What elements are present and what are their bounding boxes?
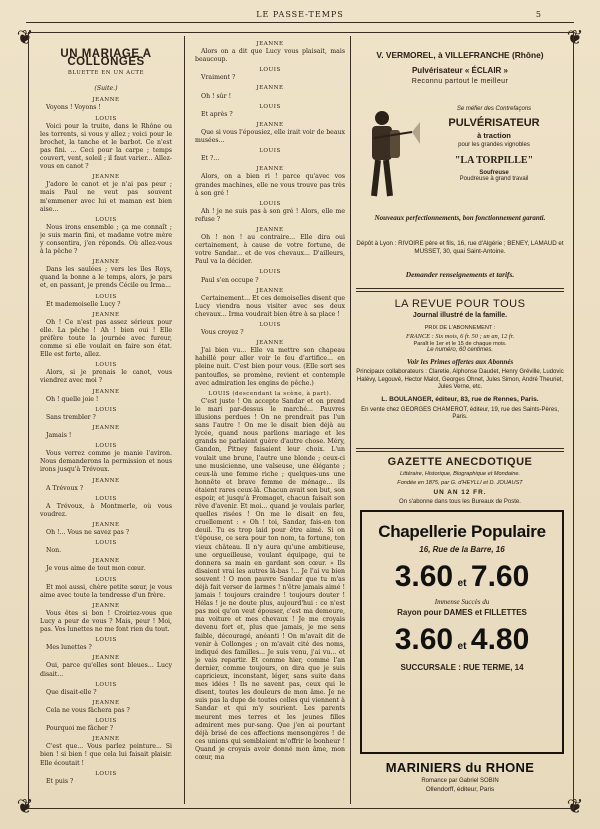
speaker-name: LOUIS [95,115,117,122]
revue-france: FRANCE : Six mois, 6 fr. 50 ; un an, 12 fr. [405,333,515,340]
mariniers-title: MARINIERS du RHONE [385,760,535,775]
revue-primes: Voir les Primes offertes aux Abonnés [406,358,514,366]
speaker-name: JEANNE [92,388,120,395]
dialogue-line: Alors, si je prenais le canot, vous viendrez avec moi ? [40,369,172,385]
dialogue-line: Et après ? [201,110,233,118]
header-rule [26,22,574,23]
speaker-name: LOUIS [259,322,281,328]
vermorel-depot: Dépôt à Lyon : RIVOIRE père et fils, 16, rue d'Algérie ; BENEY, LAMAUD et MUSSET, 30, quai Saint-Antoine. [356,240,564,255]
speaker-name: LOUIS [95,406,117,413]
mariniers-ad [356,760,564,793]
vermorel-warn: Se méfier des Contrefaçons [456,106,532,112]
speaker-name: JEANNE [256,226,284,233]
gazette-fondee: Fondée en 1875, par G. d'HEYLLI et D. JOUAUST [397,480,523,486]
text-column-2 [195,38,345,802]
price-1b: 7.60 [470,560,530,593]
vermorel-ad [356,50,564,85]
price-2a: 3.60 [394,623,454,656]
dialogue-line: J'adore le canot et je n'ai pas peur ; mais Paul ne veut pas souvent m'emmener avec lui et maman est bien aise... [40,181,172,213]
dialogue-line: Oh !... Vous ne savez pas ? [46,529,130,537]
dialogue-line: Que disait-elle ? [46,688,97,696]
speaker-name: LOUIS (descendant la scène, à part). [208,390,332,397]
revue-parait: Paraît le 1er et le 15 de chaque mois. [413,341,507,347]
vermorel-demander: Demander renseignements et tarifs. [405,270,515,279]
dialogue-line: Alors on a dit que Lucy vous plaisait, mais beaucoup. [195,48,345,64]
dialogue-line: Oui, parce qu'elles sont bleues... Lucy disait... [40,662,172,678]
speaker-name: LOUIS [95,362,117,369]
play-subtitle: BLUETTE EN UN ACTE [67,70,145,77]
price-2-et: et [457,641,467,652]
dialogue-line: Et puis ? [46,777,74,785]
dialogue-line: A Trévoux, à Montmerle, où vous voudrez. [40,502,172,518]
text-column-1 [40,38,172,802]
dialogue-line: Jamais ! [46,432,72,440]
vermorel-traction: à traction [477,131,511,140]
dialogue-line: Cela ne vous fâchera pas ? [46,706,130,714]
speaker-name: JEANNE [92,655,120,662]
dialogue-line: Et mademoiselle Lucy ? [46,300,121,308]
dialogue-line: Oh ! sûr ! [201,92,232,100]
speaker-name: JEANNE [256,166,284,173]
vermorel-torpille: "LA TORPILLE" [454,155,534,166]
speaker-name: JEANNE [256,85,284,92]
revue-boulanger: L. BOULANGER, éditeur, 83, rue de Rennes, Paris. [381,395,539,403]
corner-ornament-icon: ❦ [566,794,584,818]
dialogue-line: A Trévoux ? [46,484,84,492]
vermorel-line1: Pulvérisateur « ÉCLAIR » [411,66,509,75]
corner-ornament-icon: ❦ [16,25,34,49]
vermorel-poudreuse: Poudreuse à grand travail [459,176,529,182]
dialogue-line: Mes lunettes ? [46,644,92,652]
speaker-name: JEANNE [92,736,120,743]
dialogue-line: Sans trembler ? [46,413,96,421]
speaker-name: JEANNE [256,41,284,47]
dialogue-line: Paul s'en occupe ? [201,276,259,284]
ads-column [356,38,564,802]
gazette-title: GAZETTE ANECDOTIQUE [387,456,533,468]
speaker-name: LOUIS [95,576,117,583]
speaker-name: LOUIS [95,540,117,547]
dialogue-line: Non. [46,547,62,555]
speaker-name: LOUIS [95,681,117,688]
price-2b: 4.80 [470,623,530,656]
revue-vente: En vente chez GEORGES CHAMEROT, éditeur, 19, rue des Saints-Pères, Paris. [361,406,559,421]
dialogue-line: Que si vous l'épousiez, elle irait voir de beaux musées... [195,128,345,145]
speaker-name: LOUIS [95,637,117,644]
speaker-name: JEANNE [92,259,120,266]
dialogue-line: Vraiment ? [201,74,236,82]
gazette-abonne: On s'abonne dans tous les Bureaux de Poste. [399,499,521,505]
column-divider [350,36,351,804]
speaker-name: JEANNE [256,287,284,294]
speaker-name: JEANNE [92,558,120,565]
speaker-name: LOUIS [259,200,281,207]
speaker-name: JEANNE [92,174,120,181]
dialogue-line: Je vous aime de tout mon cœur. [46,565,146,573]
speaker-name: JEANNE [92,97,120,104]
speaker-name: JEANNE [92,699,120,706]
sprayer-man-icon [360,104,420,204]
dialogue-line: Et ?... [201,155,220,163]
chapellerie-content [362,522,562,672]
dialogue-line: Dans les saulées ; vers les îles Roys, quand la bonne a le temps, alors, je pars et, en passant, je prends Cécile ou Irma... [40,266,172,290]
ad-separator [356,288,564,292]
dialogue-line: Et moi aussi, chère petite sœur, je vous aime avec toute la tendresse d'un frère. [40,583,172,599]
mariniers-by: Romance par Gabriel SOBIN [421,778,499,784]
gazette-ad [356,456,564,505]
dialogue-line: Voici pour la truite, dans le Rhône ou les torrents, si vous y allez ; voici pour le brochet, la tanche et le barbot. Ce n'est pas fini. ... Ceci pour la carpe ; temps couvert, vent, soleil ; il faut varier... Allez-vous en canot ? [40,122,172,171]
speaker-name: JEANNE [92,521,120,528]
column-divider [184,36,185,804]
revue-collab: Principaux collaborateurs : Claretie, Alphonse Daudet, Henry Gréville, Ludovic Halévy, Legouvé, Hector Malot, Georges Ohnet, Jules Simon, André Theuriet, Jules Verne, etc. [356,369,564,391]
revue-sub: Journal illustré de la famille. [412,312,508,319]
speaker-name: LOUIS [259,103,281,110]
chapellerie-succ: SUCCURSALE : RUE TERME, 14 [400,663,524,672]
dialogue-line: Pourquoi me fâcher ? [46,725,114,733]
corner-ornament-icon: ❦ [16,794,34,818]
dialogue-line: Vous verrez comme je manie l'aviron. Nous demanderons la permission et nous irons jusqu'à Trévoux. [40,450,172,474]
chapellerie-title: Chapellerie Populaire [378,522,546,541]
vermorel-vignes: pour les grandes vignobles [458,142,530,148]
chapellerie-rayon: Rayon pour DAMES et FILLETTES [397,608,527,617]
mariniers-ed: Ollendorff, éditeur, Paris [425,786,495,793]
running-header [0,10,600,19]
dialogue-line: Vous êtes si bon ! Croiriez-vous que Lucy a peur de vous ? Mais, peur ! Moi, pas. Vos lunettes ne me font rien du tout. [40,609,172,634]
dialogue-line: Alors, on a bien ri ! parce qu'avec vos grandes machines, elle ne vous trouve pas très à son gré ! [195,173,345,197]
chapellerie-immense: Immense Succès du [434,598,490,606]
chapellerie-addr: 16, Rue de la Barre, 16 [419,545,505,554]
dialogue-list [40,96,172,785]
ad-separator [356,448,564,452]
dialogue-line: Ah ! je ne suis pas à son gré ! Alors, elle me refuse ? [195,207,345,223]
gazette-an: UN AN 12 FR. [433,489,487,496]
play-suite: (Suite.) [94,85,118,93]
revue-ad [356,298,564,422]
speaker-name: JEANNE [92,311,120,318]
revue-numero: Le numéro, 60 centimes. [426,347,494,353]
chapellerie-ad [360,510,564,754]
speaker-name: LOUIS [95,216,117,223]
speaker-name: LOUIS [259,269,281,276]
speaker-name: JEANNE [256,340,284,347]
speaker-name: JEANNE [256,121,284,128]
corner-ornament-icon: ❦ [566,25,584,49]
vermorel-nouveaux: Nouveaux perfectionnements, bon fonctionnement garanti. [374,214,546,222]
dialogue-line: Voyons ! Voyons ! [46,104,101,112]
price-1a: 3.60 [394,560,454,593]
dialogue-list [195,40,345,762]
header-title: LE PASSE-TEMPS [256,10,344,19]
speaker-name: JEANNE [92,424,120,431]
play-title: UN MARIAGE A COLLONGES [60,48,152,69]
revue-title: LA REVUE POUR TOUS [394,298,526,310]
dialogue-line: J'ai bien vu... Elle va mettre son chapeau habillé pour aller voir le feu d'artifice... en pleine nuit. C'est bien pour vous. (Elle sort ses pantoufles, se promène, revient et contemple avec admiration les engins de pêche.) [195,347,345,387]
speaker-name: LOUIS [95,293,117,300]
dialogue-line: Vous croyez ? [201,329,244,337]
speaker-name: LOUIS [95,443,117,450]
speaker-name: LOUIS [259,148,281,155]
vermorel-body [424,106,564,182]
dialogue-line: Certainement... Et ces demoiselles disent que Lucy viendra nous visiter avec ses deux chevaux... Irma voudrait bien être à sa place ! [195,294,345,318]
vermorel-big: PULVÉRISATEUR [448,117,540,129]
dialogue-line: C'est juste ! On accepte Sandar et on prend le mari par-dessus le marché... Pauvres illusions perdues ! On ne prendrait pas l'un sans l'autre ! On me le disait bien déjà au lycée, quand nous parlions mariage et les grands ne parlaient guère d'autre chose. Méry, Gandon, Pitney faisaient leur choix. L'un voulait une brune, l'autre une blonde ; ceux-ci une musicienne, une valseuse, une élégante ; ceux-là une femme riche ; quelques-uns une honnête et brave femme de ménage... ils étaient rares ceux-là. Chacun avait son but, son espoir, et jusqu'à Fromaget, chacun faisait son rêve d'avenir. Et moi... quand je voulais parler, quelles risées ! On me le disait en feu, cruellement : « Oh ! toi, Sandar, fais-en ton deuil. Tu es trop laid pour être aimé. Si on t'épouse, ce sera pour ton nom, ta fortune, ton vieux château. Il n'y aura qu'une ambitieuse, une orgueilleuse, voulant équipage, qui te donnera sa main en gardant son cœur. » Ils disaient vrai les autres là-bas !... Je l'ai vu bien souvent ! O mon pauvre Sandar que tu m'as déjà fait verser de larmes ! n'être jamais aimé ! jamais ! toujours craindre ! toujours douter ! Hélas ! je ne doute plus, aujourd'hui : ce n'est pas moi qu'on veut épouser, c'est ma demeure, ma voiture et mes chevaux ! Je me croyais devenu fort et, plus que jamais, je me sens faible, découragé, anéanti ! On m'avait dit de venir à Collonges ; on m'avait cité des noms, indiqué des familles... Je suis venu, j'ai vu... et je vais repartir. Et comme hier, comme l'an dernier, comme toujours, on dira que je suis capricieux, inconstant, léger, sans suite dans mes idées ! Ils ne savent pas, ceux qui le disent, toutes les douleurs de mon âme. Je ne suis pas la dupe de toutes celles qui viennent à Sandar et qui m'y sourient. Les parents meurent mes terres et les jeunes filles admirent mes pur-sang. Que j'en ai pourtant déjà brisé de ces affections mensongères ! de ces unions qui semblaient m'offrir le bonheur ! Quand je croyais avoir donné mon âme, mon cœur, ma [195,397,345,761]
price-1-et: et [457,578,467,589]
speaker-name: LOUIS [95,495,117,502]
page-number: 5 [535,10,542,19]
dialogue-line: Oh ! non ! au contraire... Elle dira oui certainement, à cause de votre fortune, de votre Sandar... et de vos chevaux... D'ailleurs, Paul va la décider. [195,234,345,266]
dialogue-line: Oh ! Ce n'est pas assez sérieux pour elle. La pêche ! Ah ! bien oui ! Elle préfère toute la journée avec fureur, comme si elle voulait en faire son état. Elle est forte, allez. [40,318,172,359]
speaker-name: LOUIS [259,67,281,74]
gazette-sub: Littéraire, Historique, Biographique et Mondaine. [399,471,521,477]
speaker-name: LOUIS [95,718,117,725]
revue-prix: PRIX DE L'ABONNEMENT : [424,325,496,331]
speaker-name: JEANNE [92,602,120,609]
dialogue-line: C'est que... Vous parlez peinture... Si bien ! si bien ! que cela lui faisait plaisir. Elle écoutait ! [40,743,172,767]
speaker-name: JEANNE [92,477,120,484]
vermorel-line2: Reconnu partout le meilleur [411,78,509,85]
dialogue-line: Nous irons ensemble ; ça me connaît ; je suis marin fini, et madame votre mère y consentira, j'en réponds. Où allez-vous à la pêche ? [40,223,172,256]
dialogue-line: Oh ! quelle joie ! [46,395,99,403]
speaker-name: LOUIS [95,770,117,777]
vermorel-soufreuse: Soufreuse [479,170,509,176]
vermorel-title: V. VERMOREL, à VILLEFRANCHE (Rhône) [376,50,544,60]
